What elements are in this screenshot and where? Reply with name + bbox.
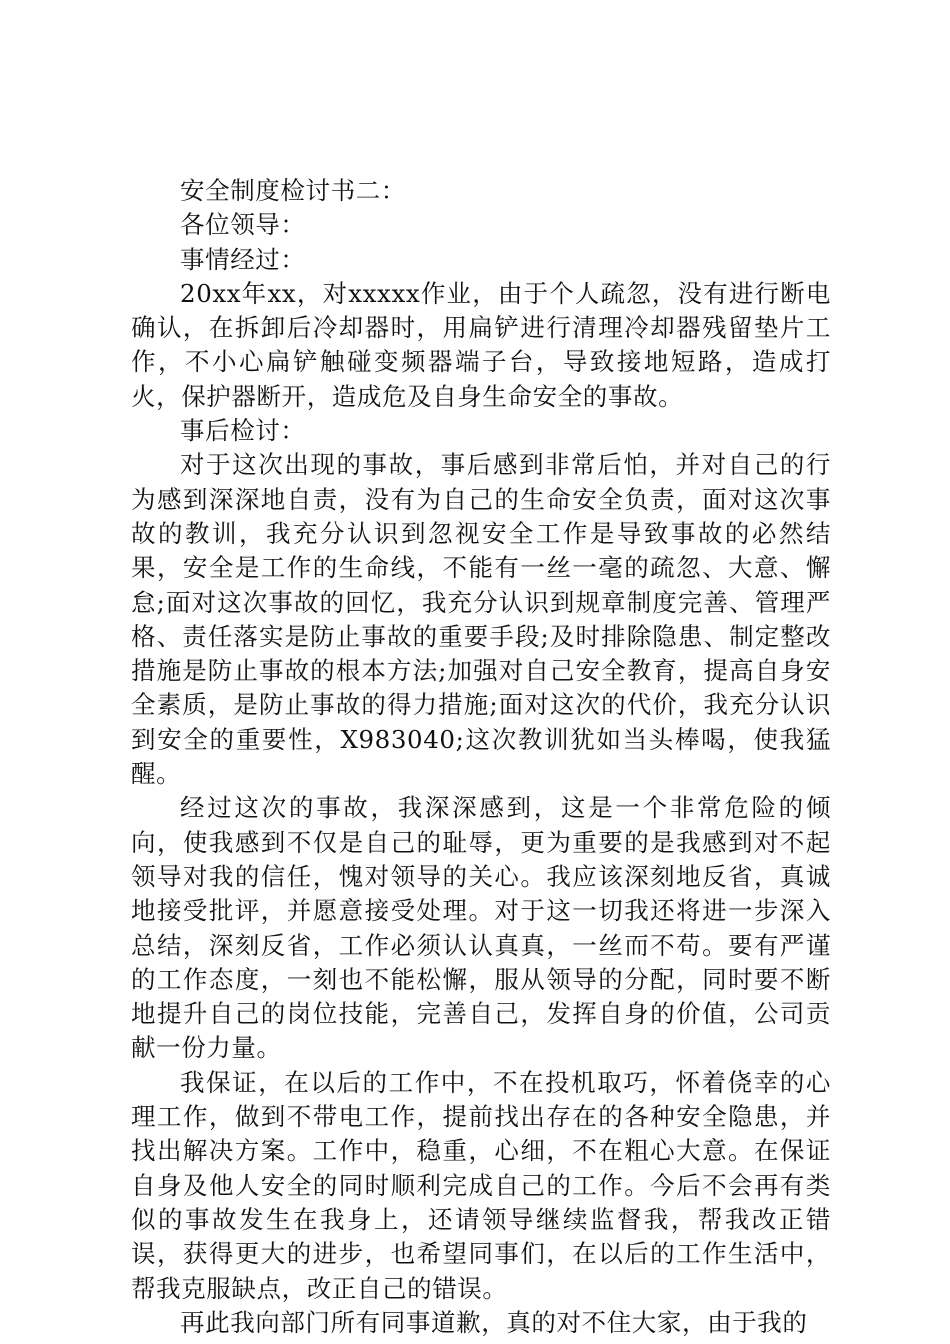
- section-heading-incident: 事情经过：: [180, 244, 306, 274]
- paragraph-reflection: 经过这次的事故，我深深感到，这是一个非常危险的倾向，使我感到不仅是自己的耻辱，更为重要的是我感到对不起领导对我的信任，愧对领导的关心。我应该深刻地反省，真诚地接受批评，并愿意接受处理。对于这一切我还将进一步深入总结，深刻反省，工作必须认认真真，一丝而不苟。要有严谨的工作态度，一刻也不能松懈，服从领导的分配，同时要不断地提升自己的岗位技能，完善自己，发挥自身的价值，公司贡献一份力量。: [131, 793, 831, 1063]
- salutation: 各位领导：: [180, 210, 306, 240]
- paragraph-pledge: 我保证，在以后的工作中，不在投机取巧，怀着侥幸的心理工作，做到不带电工作，提前找出存在的各种安全隐患，并找出解决方案。工作中，稳重，心细，不在粗心大意。在保证自身及他人安全的同时顺利完成自己的工作。今后不会再有类似的事故发生在我身上，还请领导继续监督我，帮我改正错误，获得更大的进步，也希望同事们，在以后的工作生活中，帮我克服缺点，改正自己的错误。: [131, 1067, 831, 1303]
- document-body: [131, 174, 831, 1340]
- section-heading-review: 事后检讨：: [180, 416, 306, 446]
- paragraph-incident: 20xx年xx，对xxxxx作业，由于个人疏忽，没有进行断电确认，在拆卸后冷却器时，用扁铲进行清理冷却器残留垫片工作，不小心扁铲触碰变频器端子台，导致接地短路，造成打火，保护器断开，造成危及自身生命安全的事故。: [131, 278, 831, 411]
- document-title: 安全制度检讨书二：: [180, 176, 406, 205]
- paragraph-apology: 再此我向部门所有同事道歉，真的对不住大家，由于我的: [180, 1307, 808, 1337]
- paragraph-review: 对于这次出现的事故，事后感到非常后怕，并对自己的行为感到深深地自责，没有为自己的生命安全负责，面对这次事故的教训，我充分认识到忽视安全工作是导致事故的必然结果，安全是工作的生命线，不能有一丝一毫的疏忽、大意、懈怠;面对这次事故的回忆，我充分认识到规章制度完善、管理严格、责任落实是防止事故的重要手段;及时排除隐患、制定整改措施是防止事故的根本方法;加强对自己安全教育，提高自身安全素质，是防止事故的得力措施;面对这次的代价，我充分认识到安全的重要性，X983040;这次教训犹如当头棒喝，使我猛醒。: [131, 450, 831, 789]
